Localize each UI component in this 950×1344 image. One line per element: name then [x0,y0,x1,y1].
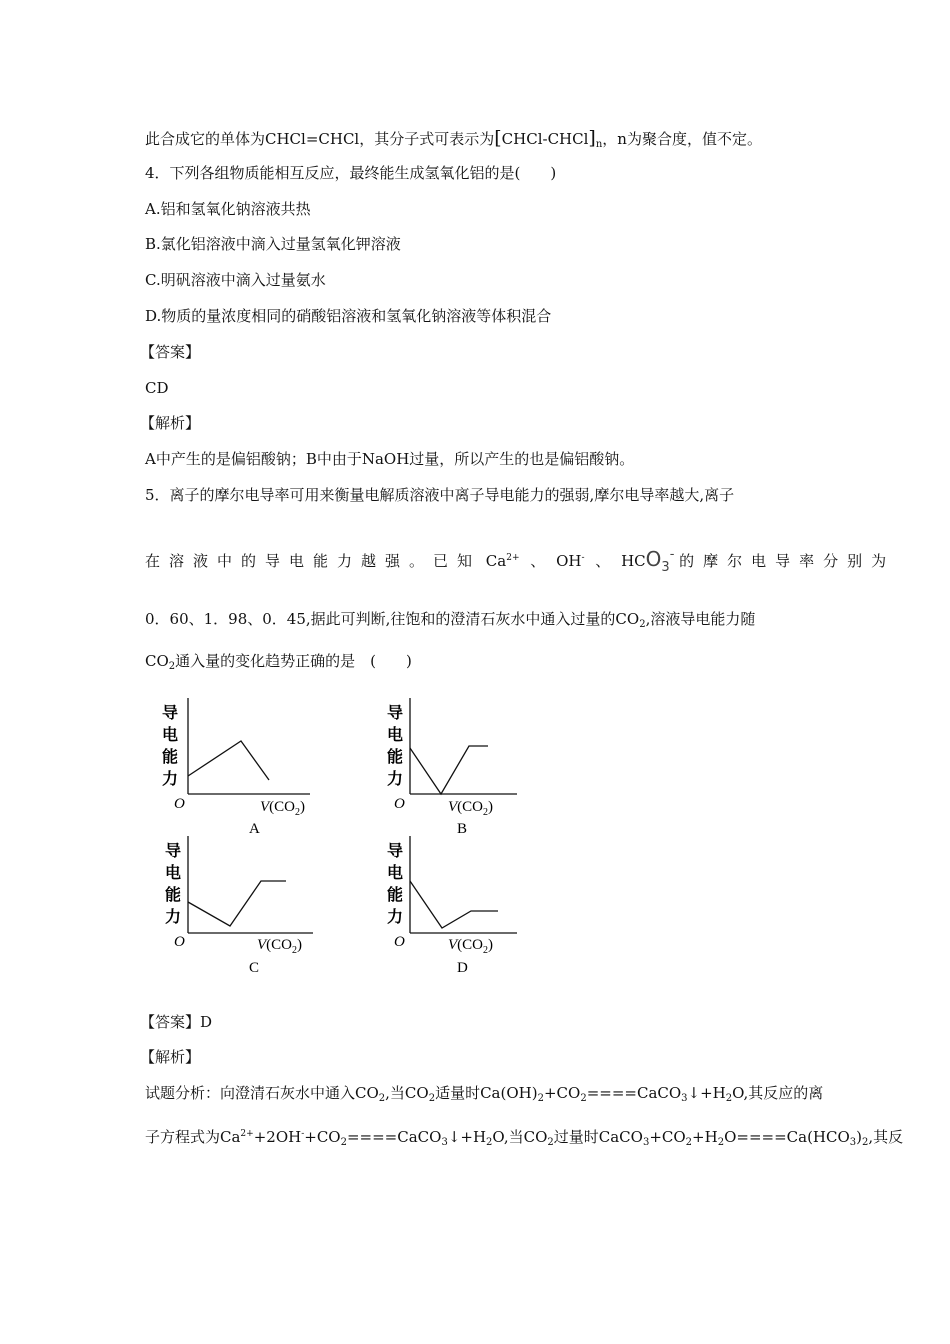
ylabel-char: 能 [162,747,179,766]
ana1-a: 试题分析：向澄清石灰水中通入CO [145,1084,379,1102]
curve-d [410,881,498,928]
x-axis-label [257,937,302,956]
sep2: 、 [595,552,611,570]
origin-label: O [394,796,405,812]
ana1-e: ====CaCO [586,1084,682,1102]
polymer-bracket-close: ] [588,127,596,149]
ana2-h: +CO [649,1128,686,1146]
ana2-sup1: 2+ [240,1129,254,1139]
q5-line3-b: ,溶液导电能力随 [645,610,756,628]
sub-2: 2 [547,1137,554,1148]
sub-2: 2 [378,1093,386,1104]
polymer-formula [494,127,603,150]
q5-line2-a: 在溶液中的导电能力越强。已知 [145,552,482,570]
q4-option-d: D.物质的量浓度相同的硝酸铝溶液和氢氧化钠溶液等体积混合 [145,307,552,325]
ylabel-char: 电 [165,863,182,882]
ana2-c: +CO [304,1128,341,1146]
polymer-bracket-open: [ [494,127,502,149]
x-axis-label [260,799,305,818]
q5-stem-line1: 5．离子的摩尔电导率可用来衡量电解质溶液中离子导电能力的强弱,摩尔电导率越大,离子 [145,486,735,504]
ylabel-char: 导 [162,703,179,722]
xlabel-sub: 2 [483,807,489,818]
ana1-d: +CO [543,1084,581,1102]
xlabel-v: V [257,937,267,953]
sub-2: 2 [685,1137,693,1148]
sub-2: 2 [717,1137,725,1148]
ion-oh [556,552,584,570]
q5-analysis-label: 【解析】 [140,1048,201,1066]
ion-o3-sub: 3 [661,560,670,575]
sub-3: 3 [681,1093,688,1104]
sub-2: 2 [580,1093,587,1104]
xlabel-sub: 2 [292,945,298,956]
xlabel-rest: (CO [266,937,293,953]
graph-label-b: B [457,821,468,837]
ion-ca [486,552,520,570]
intro-pre: 此合成它的单体为CHCl=CHCl，其分子式可表示为 [145,130,495,148]
graph-a-svg [160,698,340,843]
q4-analysis-label: 【解析】 [140,414,201,432]
ion-oh-symbol: OH [556,552,582,570]
xlabel-v: V [260,799,270,815]
graph-b [385,698,565,847]
graph-c-svg [163,836,343,981]
ana2-b: +2OH [253,1128,302,1146]
ion-o3 [645,547,675,575]
ana2-sup2: - [301,1129,305,1139]
q5-answer: D [200,1013,213,1031]
xlabel-close: ) [488,937,494,953]
q5-analysis-line1 [145,1083,823,1109]
ana2-i: +H [692,1128,718,1146]
ylabel-char: 导 [387,841,404,860]
graph-d-svg [385,836,565,981]
xlabel-rest: (CO [457,937,484,953]
graph-b-svg [385,698,565,843]
graph-label-d: D [457,960,468,976]
q4-answer-label: 【答案】 [140,343,201,361]
xlabel-close: ) [488,799,494,815]
graph-label-a: A [249,821,260,837]
ana2-a: 子方程式为Ca [145,1128,241,1146]
ion-hco3 [621,547,675,575]
xlabel-v: V [448,937,458,953]
ylabel-char: 电 [162,725,179,744]
ion-o3-o: O [645,547,662,571]
q5-line4-sub: 2 [168,661,176,672]
ion-ca-charge: 2+ [506,553,520,563]
ana2-f: O,当CO [492,1128,548,1146]
ylabel-char: 力 [387,769,404,788]
graph-c [163,836,343,985]
q5-stem-line2 [145,545,895,578]
sub-3: 3 [441,1137,448,1148]
sep1: 、 [530,552,546,570]
origin-label: O [394,934,405,950]
xlabel-rest: (CO [269,799,296,815]
sub-2: 2 [428,1093,436,1104]
sub-2: 2 [340,1137,347,1148]
ylabel-char: 力 [387,907,404,926]
q5-line4-b: 通入量的变化趋势正确的是 ( ) [175,652,412,670]
ion-ca-symbol: Ca [485,552,507,570]
xlabel-sub: 2 [295,807,301,818]
ana1-f: ↓+H [687,1084,726,1102]
q5-analysis-line2 [145,1124,903,1153]
ana2-k: ) [856,1128,863,1146]
curve-a [188,741,269,780]
q4-answer: CD [145,379,169,397]
q4-stem: 4．下列各组物质能相互反应，最终能生成氢氧化铝的是( ) [145,164,557,182]
q5-line3-sub: 2 [639,619,646,630]
ylabel-char: 导 [165,841,182,860]
ylabel-char: 导 [387,703,404,722]
sub-2: 2 [486,1137,493,1148]
q5-line3-a: 0．60、1．98、0．45,据此可判断,往饱和的澄清石灰水中通入过量的CO [145,610,640,628]
sub-2: 2 [537,1093,544,1104]
q4-analysis: A中产生的是偏铝酸钠；B中由于NaOH过量，所以产生的也是偏铝酸钠。 [145,450,635,468]
q4-option-c: C.明矾溶液中滴入过量氨水 [145,271,326,289]
q5-answer-label: 【答案】 [140,1013,201,1031]
ana2-l: ,其反 [868,1128,904,1146]
x-axis-label [448,799,493,818]
ylabel-char: 能 [387,885,404,904]
origin-label: O [174,796,185,812]
x-axis-label [448,937,493,956]
q5-stem-line4 [145,651,412,677]
ylabel-char: 能 [387,747,404,766]
intro-line [145,128,762,155]
q5-line2-b: 的摩尔电导率分别为 [679,552,896,570]
ion-oh-charge: - [581,553,585,563]
xlabel-rest: (CO [457,799,484,815]
ana2-e: ↓+H [447,1128,487,1146]
ylabel-char: 电 [387,725,404,744]
ana1-c: 适量时Ca(OH) [435,1084,538,1102]
ion-hc: HC [621,552,646,570]
intro-post: ，n为聚合度，值不定。 [602,130,762,148]
q5-answer-line [140,1012,212,1032]
origin-label: O [174,934,185,950]
ana2-d: ====CaCO [346,1128,442,1146]
q5-stem-line3 [145,609,755,635]
ana1-b: ,当CO [385,1084,429,1102]
sub-2: 2 [725,1093,733,1104]
curve-b [410,746,488,794]
q4-option-b: B.氯化铝溶液中滴入过量氢氧化钾溶液 [145,235,401,253]
polymer-unit: CHCl-CHCl [501,130,589,148]
xlabel-close: ) [297,937,303,953]
graph-d [385,836,565,985]
ion-o3-charge: - [669,547,675,562]
ylabel-char: 力 [165,907,182,926]
polymer-n: n [595,139,603,150]
q5-line4-a: CO [145,652,169,670]
xlabel-sub: 2 [483,945,489,956]
xlabel-v: V [448,799,458,815]
sub-3: 3 [849,1137,857,1148]
curve-c [188,881,286,926]
sub-3: 3 [642,1137,650,1148]
ylabel-char: 电 [387,863,404,882]
graph-label-c: C [249,960,260,976]
graph-a [160,698,340,847]
ana2-j: O====Ca(HCO [724,1128,850,1146]
xlabel-close: ) [300,799,306,815]
q4-option-a: A.铝和氢氧化钠溶液共热 [145,200,311,218]
ana2-g: 过量时CaCO [553,1128,643,1146]
ylabel-char: 力 [162,769,179,788]
ylabel-char: 能 [165,885,182,904]
ana1-g: O,其反应的离 [732,1084,824,1102]
sub-2: 2 [862,1137,869,1148]
